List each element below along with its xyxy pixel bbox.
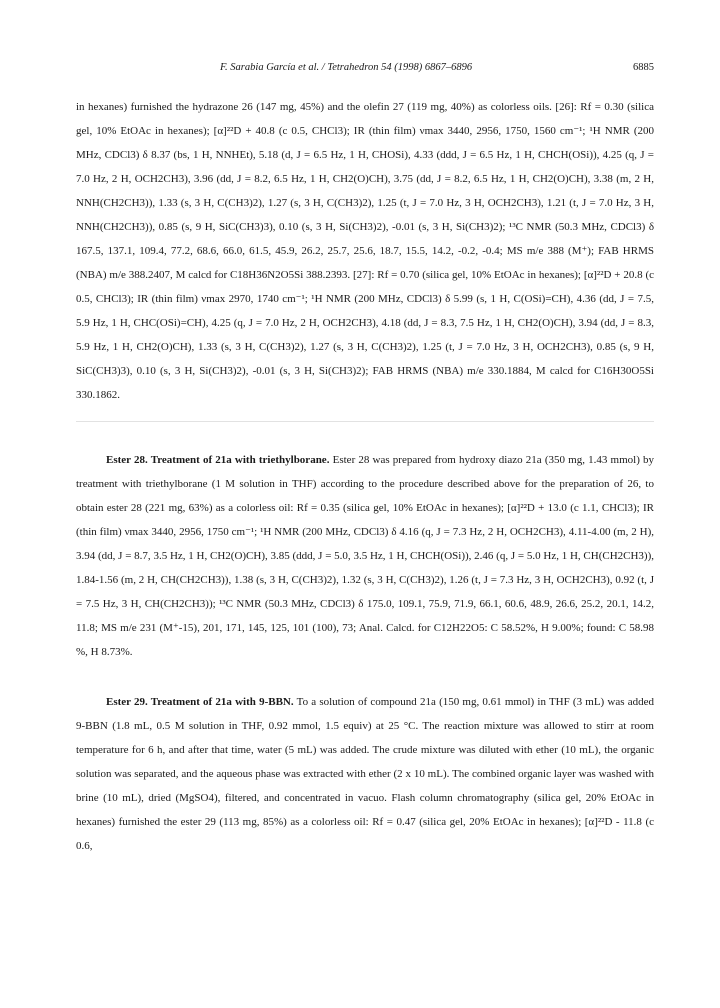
- article-body: [76, 95, 654, 858]
- page-number: 6885: [633, 62, 654, 73]
- ester-29-text: To a solution of compound 21a (150 mg, 0.61 mmol) in THF (3 mL) was added 9-BBN (1.8 mL, 0.5 M solution in THF, 0.92 mmol, 1.5 equiv) at 25 °C. The reaction mixture was allowed to stirr at room temperature for 6 h, and after that time, water (5 mL) was added. The crude mixture was diluted with ether (10 mL), the organic solution was separated, and the aqueous phase was extracted with ether (2 x 10 mL). The combined organic layer was washed with brine (10 mL), dried (MgSO4), filtered, and concentrated in vacuo. Flash column chromatography (silica gel, 20% EtOAc in hexanes) furnished the ester 29 (113 mg, 85%) as a colorless oil: Rf = 0.47 (silica gel, 20% EtOAc in hexanes); [α]²²D - 11.8 (c 0.6,: [76, 696, 654, 852]
- paragraph-ester-29: [76, 690, 654, 858]
- ester-29-heading: Ester 29. Treatment of 21a with 9-BBN.: [106, 696, 294, 708]
- paragraph-ester-28: [76, 448, 654, 664]
- divider: [76, 421, 654, 422]
- paragraph-compounds-26-27: in hexanes) furnished the hydrazone 26 (147 mg, 45%) and the olefin 27 (119 mg, 40%) as colorless oils. [26]: Rf = 0.30 (silica gel, 10% EtOAc in hexanes); [α]²²D + 40.8 (c 0.5, CHCl3); IR (thin film) νmax 3440, 2956, 1750, 1560 cm⁻¹; ¹H NMR (200 MHz, CDCl3) δ 8.37 (bs, 1 H, NNHEt), 5.18 (d, J = 6.5 Hz, 1 H, CHOSi), 4.33 (ddd, J = 6.5 Hz, 1 H, CHCH(OSi)), 4.25 (q, J = 7.0 Hz, 2 H, OCH2CH3), 3.96 (dd, J = 8.2, 6.5 Hz, 1 H, CH2(O)CH), 3.75 (dd, J = 8.2, 6.5 Hz, 1 H, CH2(O)CH), 3.38 (m, 2 H, NNH(CH2CH3)), 1.33 (s, 3 H, C(CH3)2), 1.27 (s, 3 H, C(CH3)2), 1.25 (t, J = 7.0 Hz, 3 H, OCH2CH3), 1.21 (t, J = 7.0 Hz, 3 H, NNH(CH2CH3)), 0.85 (s, 9 H, SiC(CH3)3), 0.10 (s, 3 H, Si(CH3)2), -0.01 (s, 3 H, Si(CH3)2); ¹³C NMR (50.3 MHz, CDCl3) δ 167.5, 137.1, 109.4, 77.2, 68.6, 66.0, 61.5, 45.9, 26.2, 25.7, 25.6, 18.7, 15.5, 14.2, -0.2, -0.4; MS m/e 388 (M⁺); FAB HRMS (NBA) m/e 388.2407, M calcd for C18H36N2O5Si 388.2393. [27]: Rf = 0.70 (silica gel, 10% EtOAc in hexanes); [α]²²D + 20.8 (c 0.5, CHCl3); IR (thin film) νmax 2970, 1740 cm⁻¹; ¹H NMR (200 MHz, CDCl3) δ 5.99 (s, 1 H, C(OSi)=CH), 4.36 (dd, J = 7.5, 5.9 Hz, 1 H, CHC(OSi)=CH), 4.25 (q, J = 7.0 Hz, 2 H, OCH2CH3), 4.18 (dd, J = 8.3, 7.5 Hz, 1 H, CH2(O)CH), 3.94 (dd, J = 8.3, 5.9 Hz, 1 H, CH2(O)CH), 1.33 (s, 3 H, C(CH3)2), 1.27 (s, 3 H, C(CH3)2), 1.25 (t, J = 7.0 Hz, 3 H, OCH2CH3), 0.85 (s, 9 H, SiC(CH3)3), 0.10 (s, 3 H, Si(CH3)2), -0.01 (s, 3 H, Si(CH3)2); FAB HRMS (NBA) m/e 330.1884, M calcd for C16H30O5Si 330.1862.: [76, 101, 654, 401]
- journal-citation: F. Sarabia García et al. / Tetrahedron 54 (1998) 6867–6896: [220, 62, 473, 73]
- ester-28-heading: Ester 28. Treatment of 21a with triethylborane.: [106, 454, 330, 466]
- ester-28-text: Ester 28 was prepared from hydroxy diazo 21a (350 mg, 1.43 mmol) by treatment with triethylborane (1 M solution in THF) according to the procedure described above for the preparation of 26, to obtain ester 28 (221 mg, 63%) as a colorless oil: Rf = 0.35 (silica gel, 10% EtOAc in hexanes); [α]²²D + 13.0 (c 1.1, CHCl3); IR (thin film) νmax 3440, 2956, 1750 cm⁻¹; ¹H NMR (200 MHz, CDCl3) δ 4.16 (q, J = 7.3 Hz, 2 H, OCH2CH3), 4.11-4.00 (m, 2 H), 3.94 (dd, J = 8.7, 3.5 Hz, 1 H, CH2(O)CH), 3.85 (ddd, J = 5.0, 3.5 Hz, 1 H, CHCH(OSi)), 2.46 (q, J = 5.0 Hz, 1 H, CH(CH2CH3)), 1.84-1.56 (m, 2 H, CH(CH2CH3)), 1.38 (s, 3 H, C(CH3)2), 1.32 (s, 3 H, C(CH3)2), 1.26 (t, J = 7.3 Hz, 3 H, OCH2CH3), 0.92 (t, J = 7.5 Hz, 3 H, CH(CH2CH3)); ¹³C NMR (50.3 MHz, CDCl3) δ 175.0, 109.1, 75.9, 71.9, 66.1, 60.6, 48.9, 26.6, 25.2, 20.1, 14.2, 11.8; MS m/e 231 (M⁺-15), 201, 171, 145, 125, 101 (100), 73; Anal. Calcd. for C12H22O5: C 58.52%, H 9.00%; found: C 58.98 %, H 8.73%.: [76, 454, 655, 658]
